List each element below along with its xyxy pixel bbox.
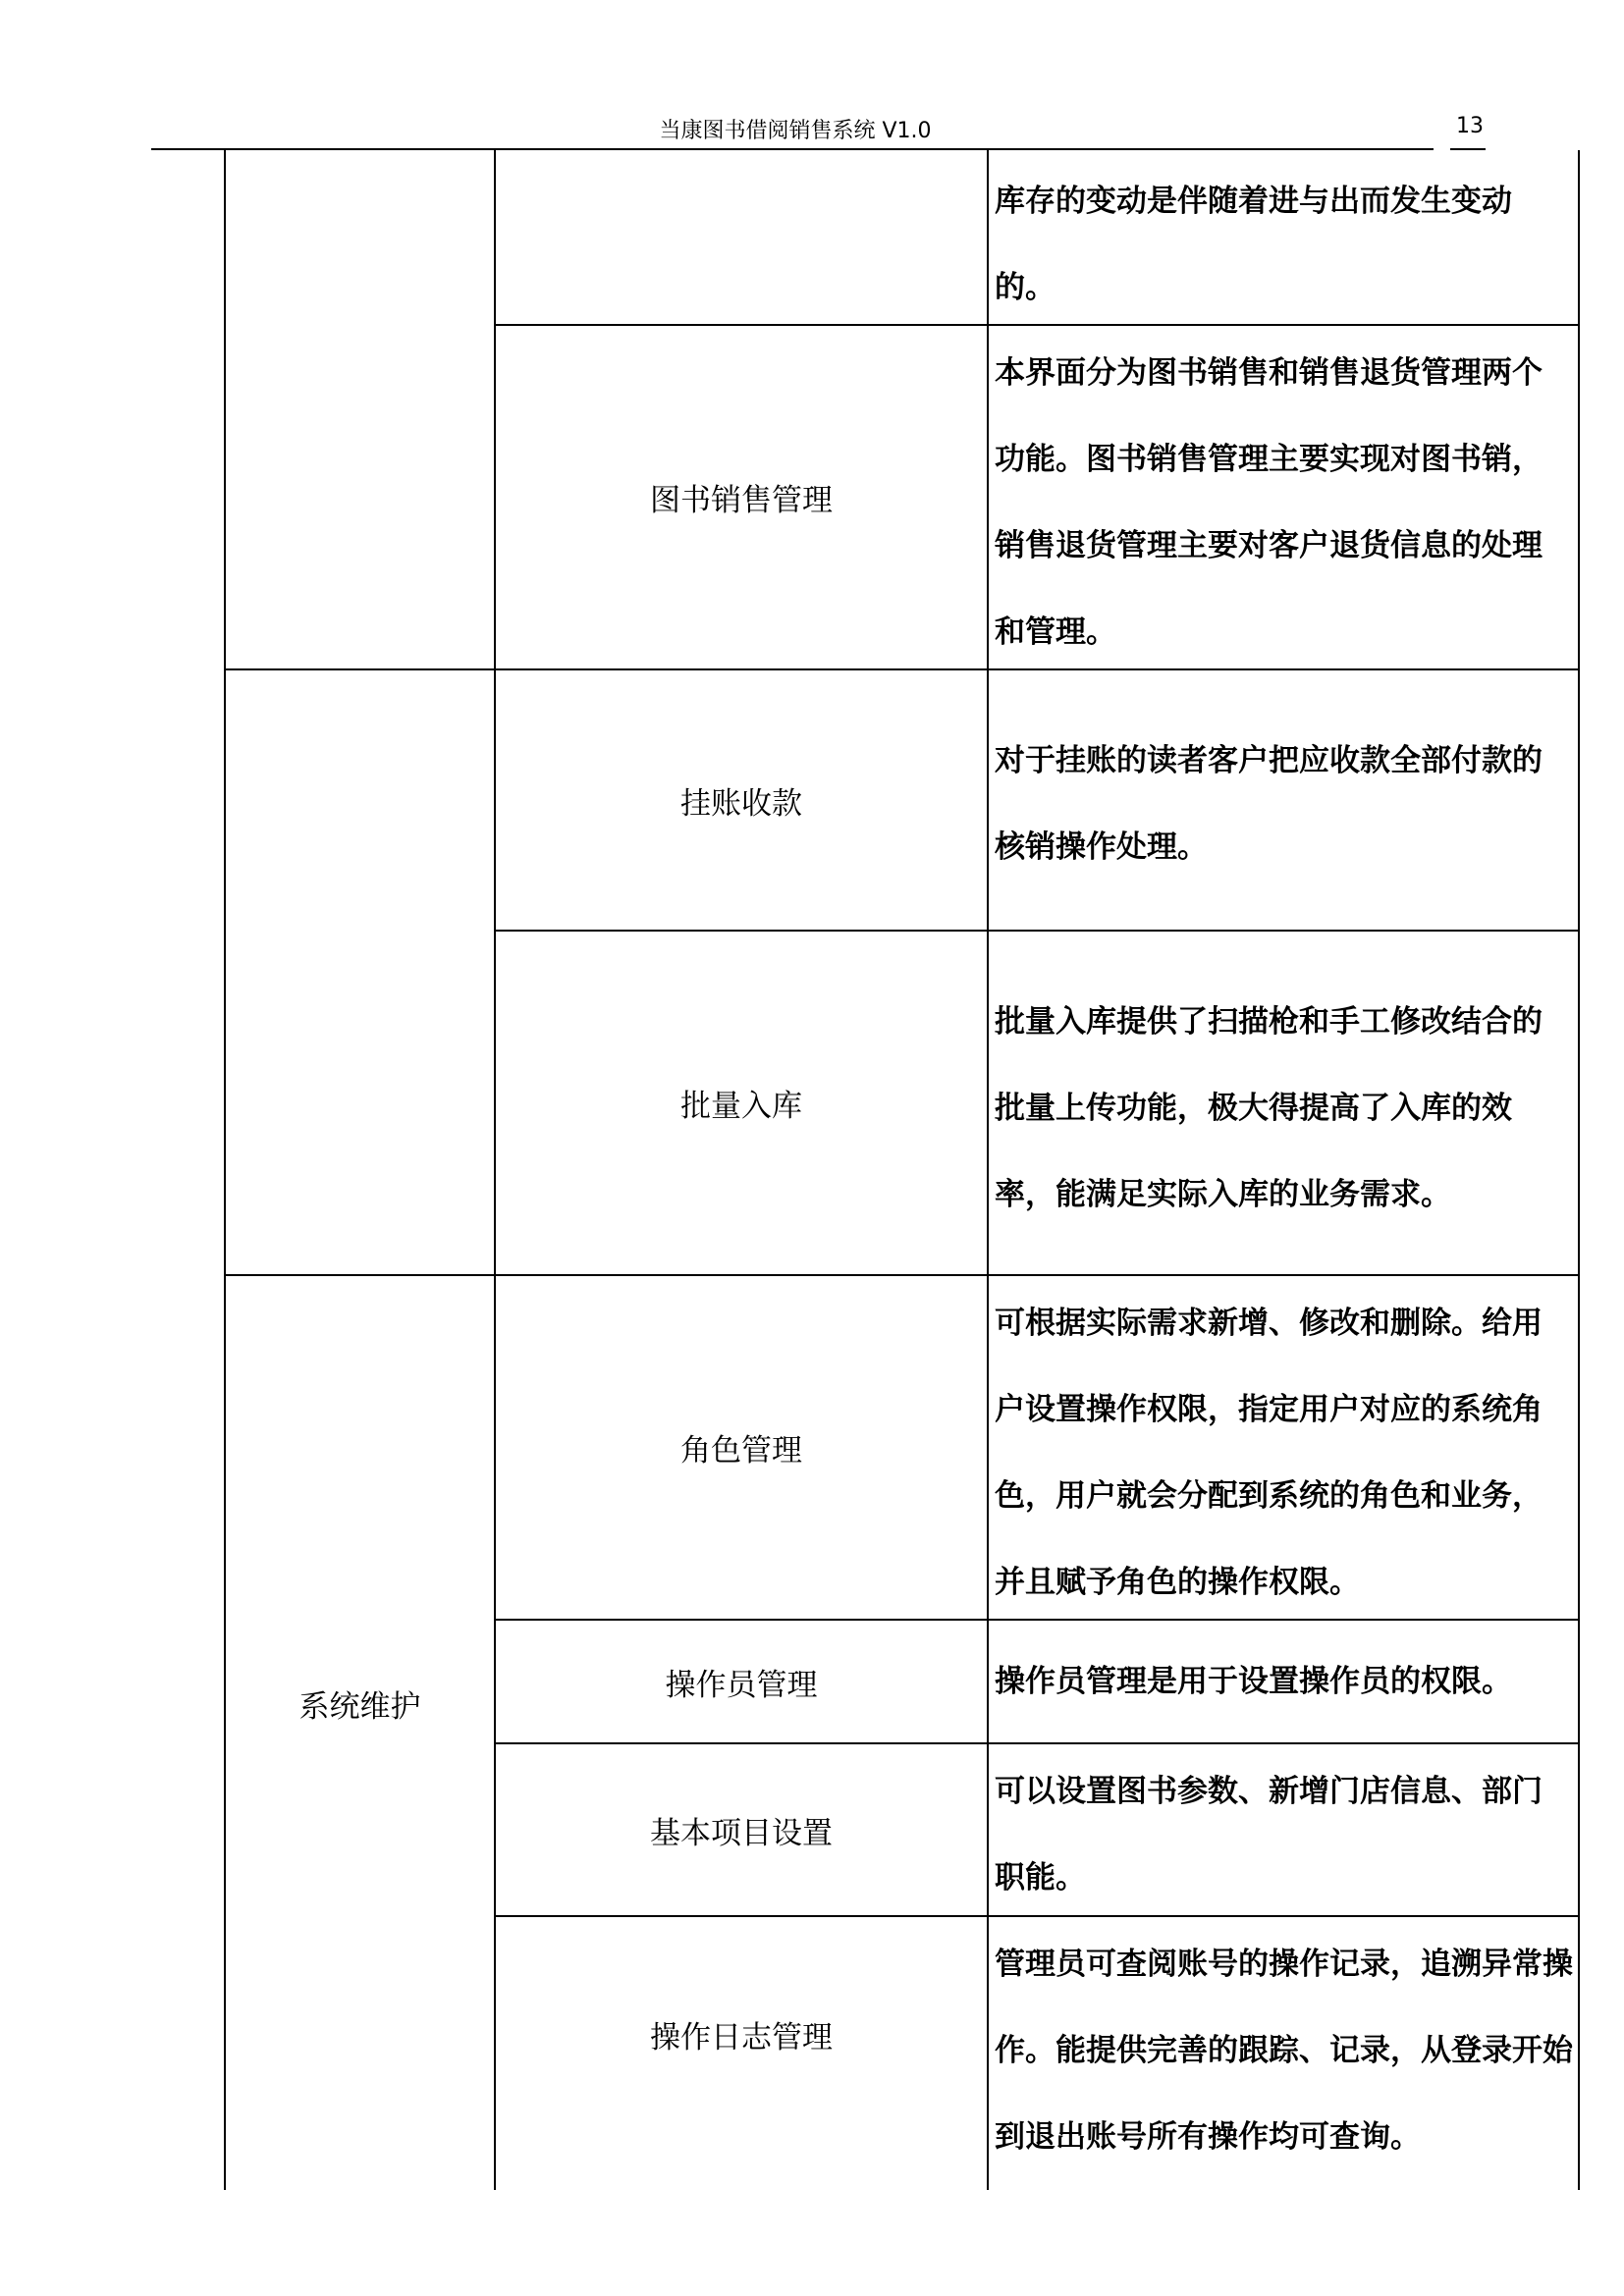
page-number: 13 [1456,114,1484,138]
header-rule [151,148,1434,150]
row-description: 可以设置图书参数、新增门店信息、部门职能。 [995,1774,1543,1896]
row-item: 基本项目设置 [650,1815,833,1851]
row-description: 可根据实际需求新增、修改和删除。给用户设置操作权限，指定用户对应的系统角色，用户就会分配到系统的角色和业务，并且赋予角色的操作权限。 [995,1306,1543,1600]
row-item: 批量入库 [680,1089,802,1124]
row-description: 批量入库提供了扫描枪和手工修改结合的批量上传功能，极大得提高了入库的效率，能满足实际入库的业务需求。 [995,1004,1543,1212]
page-number-underline [1450,148,1486,150]
running-header-title: 当康图书借阅销售系统 V1.0 [659,119,932,143]
row-description: 本界面分为图书销售和销售退货管理两个功能。图书销售管理主要实现对图书销，销售退货管理主要对客户退货信息的处理和管理。 [995,355,1543,650]
table-border-right [1578,150,1580,2190]
row-item: 图书销售管理 [650,483,833,518]
row-item: 操作日志管理 [650,2019,833,2056]
row-description: 库存的变动是伴随着进与出而发生变动的。 [995,184,1512,305]
row-description: 对于挂账的读者客户把应收款全部付款的核销操作处理。 [995,743,1543,865]
row-item: 挂账收款 [680,785,802,822]
row-category: 系统维护 [298,1689,421,1725]
table-border-col2 [987,150,989,2190]
row-item: 角色管理 [680,1433,802,1468]
row-item: 操作员管理 [665,1667,818,1703]
row-description: 操作员管理是用于设置操作员的权限。 [995,1664,1512,1699]
row-description: 管理员可查阅账号的操作记录，追溯异常操作。能提供完善的跟踪、记录，从登录开始到退出账号所有操作均可查询。 [995,1947,1573,2155]
